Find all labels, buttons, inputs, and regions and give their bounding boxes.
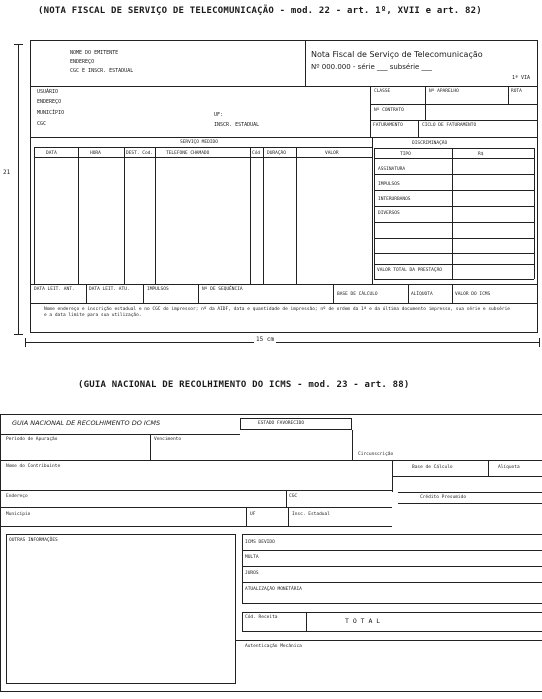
divider bbox=[374, 222, 534, 223]
divider bbox=[263, 147, 264, 284]
nf-base-calculo: BASE DE CÁLCULO bbox=[337, 292, 378, 297]
gn-insc-estadual: Insc. Estadual bbox=[292, 512, 330, 517]
gn-cgc: CGC bbox=[289, 494, 298, 499]
nf-via: 1ª VIA bbox=[512, 75, 531, 81]
nf-col-hora: HORA bbox=[90, 151, 101, 156]
nf-faturamento: FATURAMENTO bbox=[373, 123, 403, 128]
divider bbox=[242, 550, 542, 551]
gn-endereco: Endereço bbox=[6, 494, 28, 499]
dimension-tick bbox=[539, 338, 540, 347]
divider bbox=[534, 148, 535, 279]
divider bbox=[242, 582, 542, 583]
gn-autenticacao: Autenticação Mecânica bbox=[245, 644, 302, 649]
gn-vencimento: Vencimento bbox=[154, 437, 182, 442]
divider bbox=[488, 460, 489, 476]
nf-usuario-cgc: CGC bbox=[37, 121, 47, 127]
nf-insc-estadual: INSCR. ESTADUAL bbox=[214, 122, 260, 128]
divider bbox=[0, 460, 542, 461]
gn-total-box bbox=[242, 612, 542, 632]
nf-uf: UF: bbox=[214, 112, 224, 118]
gn-aliquota: Alíquota bbox=[498, 465, 520, 470]
dimension-tick bbox=[14, 44, 23, 45]
divider bbox=[374, 238, 534, 239]
nf-ciclo: CICLO DE FATURAMENTO bbox=[422, 123, 477, 128]
divider bbox=[288, 507, 289, 526]
nf-sequencia: Nº DE SEQUÊNCIA bbox=[202, 287, 243, 292]
nf-aparelho: Nº APARELHO bbox=[429, 89, 459, 94]
divider bbox=[374, 158, 534, 159]
divider bbox=[306, 612, 307, 632]
gn-periodo: Período de Apuração bbox=[6, 437, 58, 442]
nf-tipo: TIPO bbox=[400, 152, 411, 157]
nf-data-leit-atu: DATA LEIT. ATU. bbox=[89, 287, 130, 292]
divider bbox=[34, 157, 372, 158]
gn-uf: UF bbox=[250, 512, 256, 517]
divider bbox=[0, 490, 392, 491]
nf-rota: ROTA bbox=[511, 89, 522, 94]
nf-footer-note: Nome endereço e inscrição estadual e no CGC do impressor; nº da AIDF, data e quantidade de impressão; nº de ordem da 1ª e da última documento impresso, sua série e subsérie e a data limite para sua utilização. bbox=[44, 307, 510, 318]
gn-base-calculo: Base de Cálculo bbox=[412, 465, 453, 470]
gn-caption: (GUIA NACIONAL DE RECOLHIMENTO DO ICMS - mod. 23 - art. 88) bbox=[78, 380, 410, 390]
divider bbox=[508, 86, 509, 104]
nf-numero: Nº 000.000 - série ___ subsérie ___ bbox=[311, 63, 433, 71]
divider bbox=[374, 206, 534, 207]
divider bbox=[374, 190, 534, 191]
divider bbox=[30, 284, 538, 285]
divider bbox=[408, 284, 409, 303]
divider bbox=[374, 279, 534, 280]
nf-disc-impulsos: IMPULSOS bbox=[378, 182, 400, 187]
nf-col-cod: Cód bbox=[252, 151, 261, 156]
divider bbox=[398, 492, 542, 493]
nf-col-telefone: TELEFONE CHAMADO bbox=[166, 151, 210, 156]
divider bbox=[0, 507, 392, 508]
gn-municipio: Município bbox=[6, 512, 31, 517]
nf-aliquota: ALÍQUOTA bbox=[411, 292, 433, 297]
divider bbox=[0, 526, 392, 527]
divider bbox=[374, 253, 534, 254]
divider bbox=[296, 147, 297, 284]
divider bbox=[150, 434, 151, 460]
gn-juros: JUROS bbox=[245, 571, 259, 576]
nf-rs: R$ bbox=[478, 152, 484, 157]
gn-circunscricao: Circunscrição bbox=[358, 452, 394, 457]
dimension-line-vertical bbox=[18, 44, 19, 334]
divider bbox=[286, 490, 287, 507]
divider bbox=[242, 566, 542, 567]
divider bbox=[250, 147, 251, 284]
divider bbox=[452, 148, 453, 279]
dimension-line-horizontal bbox=[25, 342, 540, 343]
nf-usuario: USUÁRIO bbox=[37, 89, 59, 95]
divider bbox=[374, 174, 534, 175]
divider bbox=[155, 147, 156, 284]
divider bbox=[124, 147, 125, 284]
divider bbox=[374, 148, 534, 149]
divider bbox=[236, 640, 542, 641]
divider bbox=[78, 147, 79, 284]
divider bbox=[370, 120, 538, 121]
dimension-label-horizontal: 15 cm bbox=[256, 336, 275, 343]
divider bbox=[86, 284, 87, 303]
nf-title: Nota Fiscal de Serviço de Telecomunicação bbox=[311, 50, 483, 59]
gn-nome-contribuinte: Nome do Contribuinte bbox=[6, 464, 61, 469]
nf-valor-total: VALOR TOTAL DA PRESTAÇÃO bbox=[377, 268, 443, 273]
divider bbox=[398, 503, 542, 504]
divider bbox=[372, 137, 373, 284]
divider bbox=[452, 284, 453, 303]
gn-multa: MULTA bbox=[245, 555, 259, 560]
nf-discriminacao: DISCRIMINAÇÃO bbox=[412, 141, 448, 146]
nf-impulsos: IMPULSOS bbox=[147, 287, 169, 292]
gn-estado-favorecido: ESTADO FAVORECIDO bbox=[258, 421, 305, 426]
nf-servico-medido: SERVIÇO MEDIDO bbox=[180, 140, 218, 145]
divider bbox=[392, 476, 542, 477]
divider bbox=[374, 148, 375, 279]
divider bbox=[425, 86, 426, 120]
nf-disc-diversos: DIVERSOS bbox=[378, 211, 400, 216]
divider bbox=[30, 137, 538, 138]
nf-emitente-endereco: ENDEREÇO bbox=[70, 59, 95, 65]
divider bbox=[370, 104, 538, 105]
gn-cod-receita: Cód. Receita bbox=[245, 615, 278, 620]
divider bbox=[198, 284, 199, 303]
divider bbox=[30, 303, 538, 304]
nf-emitente-nome: NOME DO EMITENTE bbox=[70, 50, 119, 56]
nf-valor-icms: VALOR DO ICMS bbox=[455, 292, 491, 297]
gn-title: GUIA NACIONAL DE RECOLHIMENTO DO ICMS bbox=[12, 419, 161, 427]
divider bbox=[0, 434, 240, 435]
nf-col-valor: VALOR bbox=[325, 151, 339, 156]
nf-usuario-endereco: ENDEREÇO bbox=[37, 99, 62, 105]
gn-outras-informacoes: OUTRAS INFORMAÇÕES bbox=[9, 538, 58, 543]
divider bbox=[418, 120, 419, 137]
nf-caption: (NOTA FISCAL DE SERVIÇO DE TELECOMUNICAÇÃO - mod. 22 - art. 1º, XVII e art. 82) bbox=[38, 6, 482, 16]
gn-outras-box bbox=[6, 534, 236, 684]
dimension-label-vertical: 21 bbox=[3, 169, 11, 176]
dimension-tick bbox=[14, 334, 23, 335]
gn-atualizacao: ATUALIZAÇÃO MONETÁRIA bbox=[245, 587, 302, 592]
divider bbox=[352, 430, 353, 460]
gn-credito-presumido: Crédito Presumido bbox=[420, 495, 467, 500]
divider bbox=[143, 284, 144, 303]
nf-classe: CLASSE bbox=[374, 89, 391, 94]
nf-usuario-municipio: MUNICÍPIO bbox=[37, 110, 65, 116]
divider bbox=[370, 86, 371, 137]
nf-contrato: Nº CONTRATO bbox=[374, 108, 404, 113]
nf-disc-assinatura: ASSINATURA bbox=[378, 167, 406, 172]
nf-disc-interurbanos: INTERURBANOS bbox=[378, 197, 411, 202]
nf-col-duracao: DURAÇÃO bbox=[267, 151, 286, 156]
gn-total: T O T A L bbox=[345, 617, 381, 625]
nf-data-leit-ant: DATA LEIT. ANT. bbox=[34, 287, 75, 292]
divider bbox=[30, 86, 538, 87]
dimension-tick bbox=[25, 338, 26, 347]
gn-values-box bbox=[242, 534, 542, 604]
divider bbox=[305, 40, 306, 86]
nf-col-dest: DEST. Cod. bbox=[126, 151, 154, 156]
nf-col-data: DATA bbox=[46, 151, 57, 156]
divider bbox=[34, 147, 372, 148]
divider bbox=[34, 147, 35, 284]
nf-emitente-cgc: CGC E INSCR. ESTADUAL bbox=[70, 68, 134, 74]
gn-icms-devido: ICMS DEVIDO bbox=[245, 540, 275, 545]
divider bbox=[246, 507, 247, 526]
divider bbox=[333, 284, 334, 303]
divider bbox=[374, 264, 534, 265]
